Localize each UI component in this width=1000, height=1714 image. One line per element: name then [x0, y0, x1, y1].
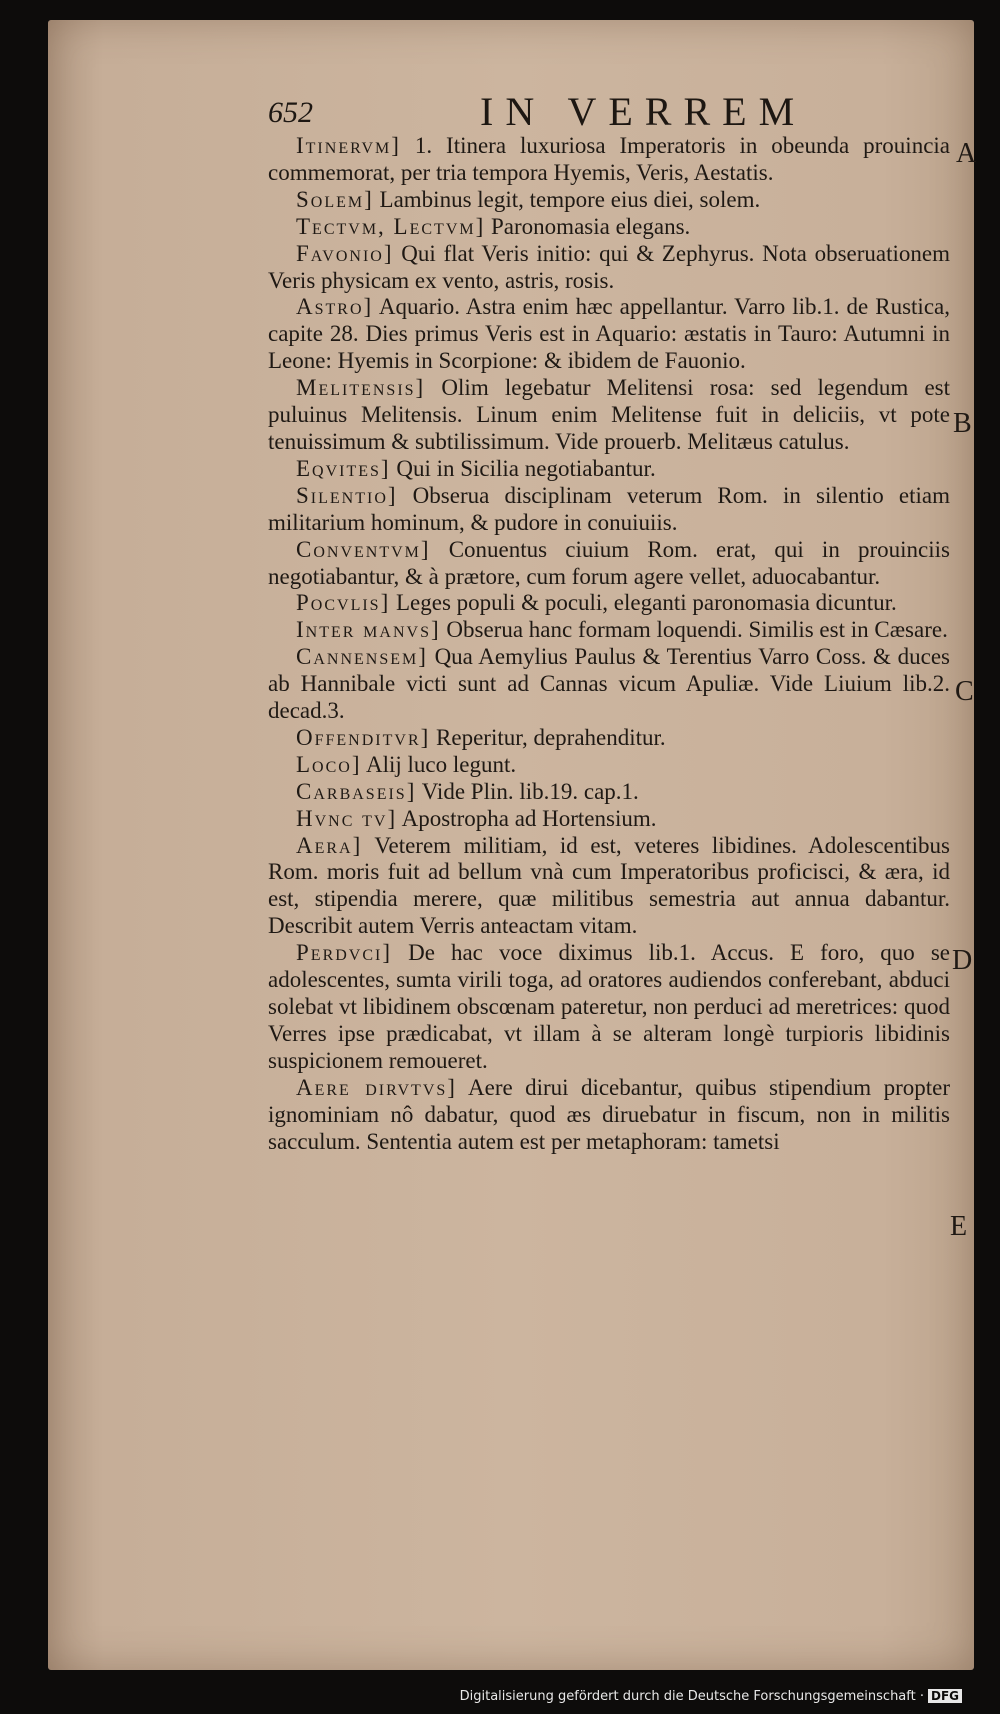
commentary-entry [268, 725, 950, 752]
entry-text: 1. Itinera luxuriosa Imperatoris in obeunda prouincia commemorat, per tria tempora Hyemis, Veris, Aestatis. [268, 133, 950, 185]
footer-text: Digitalisierung gefördert durch die Deutsche Forschungsgemeinschaft · [459, 1689, 924, 1704]
commentary-entry [268, 133, 950, 187]
entry-text: Obserua hanc formam loquendi. Similis est in Cæsare. [440, 617, 948, 643]
entry-text: Alij luco legunt. [361, 751, 517, 777]
entry-text: Paronomasia elegans. [485, 213, 691, 239]
lemma: Silentio] [296, 482, 398, 508]
dfg-logo-icon: DFG [928, 1689, 962, 1703]
commentary-entry [268, 375, 950, 456]
entry-text: Obserua disciplinam veterum Rom. in silentio etiam militarium hominum, & pudore in conuiuiis. [268, 482, 950, 535]
commentary-entry [268, 590, 950, 617]
margin-letter-e: E [950, 1211, 968, 1242]
lemma: Pocvlis] [296, 590, 391, 616]
commentary-entry [268, 1075, 950, 1156]
commentary-entry [268, 187, 950, 214]
lemma: Aera] [296, 832, 363, 858]
commentary-entry [268, 779, 950, 806]
entry-text: De hac voce diximus lib.1. Accus. E foro, quo se adolescentes, sumta virili toga, ad oratores audiendos conferebant, abduci solebat vt libidinem obscœnam pateretur, non perduci ad meretrices: quod Verres ipse prædicabat, vt illam à se alteram longè turpioris libidinis suspicionem remoueret. [268, 940, 950, 1073]
lemma: Solem] [296, 186, 374, 212]
lemma: Aere dirvtvs] [296, 1074, 457, 1100]
commentary-entry [268, 617, 950, 644]
lemma: Astro] [296, 294, 374, 320]
lemma: Conventvm] [296, 536, 431, 562]
entry-text: Reperitur, deprahenditur. [430, 724, 666, 750]
lemma: Loco] [296, 751, 362, 777]
commentary-entry [268, 833, 950, 941]
margin-letter-a: A [956, 138, 977, 169]
lemma: Itinervm] [296, 133, 401, 158]
entry-text: Lambinus legit, tempore eius diei, solem. [373, 186, 761, 212]
margin-letter-c: C [955, 676, 974, 707]
margin-letter-d: D [952, 945, 973, 976]
commentary-entry [268, 456, 950, 483]
entry-text: Aquario. Astra enim hæc appellantur. Varro lib.1. de Rustica, capite 28. Dies primus Veris est in Aquario: æstatis in Tauro: Autumni in Leone: Hyemis in Scorpione: & ibidem de Fauonio. [268, 294, 950, 374]
digitization-footer [460, 1689, 962, 1704]
lemma: Melitensis] [296, 375, 426, 401]
commentary-entry [268, 940, 950, 1075]
lemma: Tectvm, Lectvm] [296, 213, 486, 239]
lemma: Perdvci] [296, 940, 393, 966]
commentary-entry [268, 294, 950, 375]
page-number: 652 [268, 96, 313, 129]
entry-text: Aere dirui dicebantur, quibus stipendium propter ignominiam nô dabatur, quod æs diruebatur in fiscum, non in militis sacculum. Sententia autem est per metaphoram: tametsi [268, 1074, 950, 1154]
lemma: Cannensem] [296, 644, 428, 670]
entry-text: Olim legebatur Melitensi rosa: sed legendum est puluinus Melitensis. Linum enim Melitense fuit in deliciis, vt pote tenuissimum & subtilissimum. Vide prouerb. Melitæus catulus. [268, 375, 950, 454]
lemma: Inter manvs] [296, 617, 441, 643]
lemma: Carbaseis] [296, 778, 417, 804]
lemma: Offenditvr] [296, 724, 431, 750]
entry-text: Qui in Sicilia negotiabantur. [390, 455, 656, 481]
commentary-entry [268, 241, 950, 295]
entry-text: Apostropha ad Hortensium. [397, 805, 657, 831]
entry-text: Vide Plin. lib.19. cap.1. [416, 778, 639, 804]
lemma: Eqvites] [296, 455, 391, 481]
commentary-entry [268, 752, 950, 779]
commentary-entry [268, 214, 950, 241]
commentary-entry [268, 806, 950, 833]
entry-text: Conuentus ciuium Rom. erat, qui in prouinciis negotiabantur, & à prætore, cum forum agere vellet, aduocabantur. [268, 536, 950, 589]
entry-text: Leges populi & poculi, eleganti paronomasia dicuntur. [390, 590, 897, 616]
running-title: IN VERREM [480, 89, 807, 134]
lemma: Favonio] [296, 240, 394, 266]
entry-text: Qua Aemylius Paulus & Terentius Varro Coss. & duces ab Hannibale victi sunt ad Cannas vicum Apuliæ. Vide Liuium lib.2. decad.3. [268, 644, 950, 724]
entry-text: Veterem militiam, id est, veteres libidines. Adolescentibus Rom. moris fuit ad bellum vnà cum Imperatoribus proficisci, & æra, id est, stipendia merere, quæ militibus semestria aut annua dabantur. Describit autem Verris anteactam vitam. [268, 832, 950, 939]
lemma: Hvnc tv] [296, 805, 398, 831]
commentary-entry [268, 483, 950, 537]
margin-letter-b: B [953, 408, 972, 439]
commentary-entry [268, 537, 950, 591]
commentary-entry [268, 644, 950, 725]
entry-text: Qui flat Veris initio: qui & Zephyrus. Nota obseruationem Veris physicam ex vento, astris, rosis. [268, 240, 950, 293]
commentary-text [268, 133, 950, 1155]
